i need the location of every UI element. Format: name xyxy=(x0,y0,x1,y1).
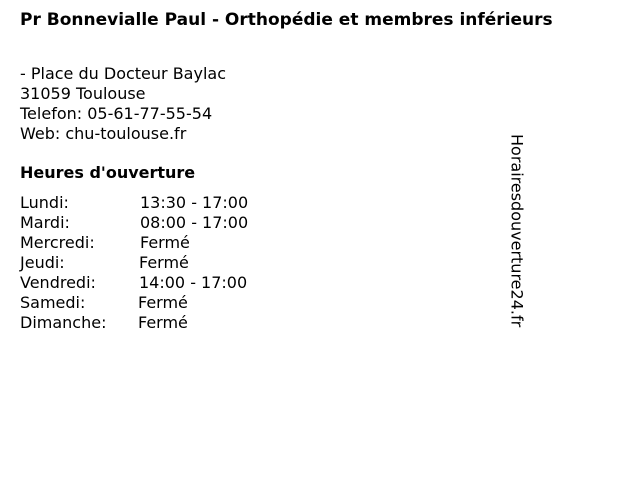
day-label: Samedi: xyxy=(20,293,86,312)
day-hours: Fermé xyxy=(139,253,189,272)
day-label: Dimanche: xyxy=(20,313,107,332)
day-hours: 08:00 - 17:00 xyxy=(140,213,249,232)
street-address: - Place du Docteur Baylac xyxy=(20,64,226,83)
city-postal: 31059 Toulouse xyxy=(20,84,146,103)
address-block xyxy=(20,64,226,144)
day-label: Jeudi: xyxy=(20,253,65,272)
site-watermark-label: Horairesdouverture24.fr xyxy=(507,134,527,328)
page-title: Pr Bonnevialle Paul - Orthopédie et membres inférieurs xyxy=(20,10,553,30)
day-hours: 14:00 - 17:00 xyxy=(139,273,248,292)
opening-hours-heading: Heures d'ouverture xyxy=(20,163,196,182)
day-label: Mardi: xyxy=(20,213,70,232)
day-hours: Fermé xyxy=(140,233,190,252)
day-hours: Fermé xyxy=(138,313,188,332)
day-hours: Fermé xyxy=(138,293,188,312)
web-line: Web: chu-toulouse.fr xyxy=(20,124,187,143)
phone-line: Telefon: 05-61-77-55-54 xyxy=(20,104,213,123)
day-hours: 13:30 - 17:00 xyxy=(140,193,249,212)
day-label: Vendredi: xyxy=(20,273,96,292)
day-label: Lundi: xyxy=(20,193,69,212)
day-label: Mercredi: xyxy=(20,233,95,252)
